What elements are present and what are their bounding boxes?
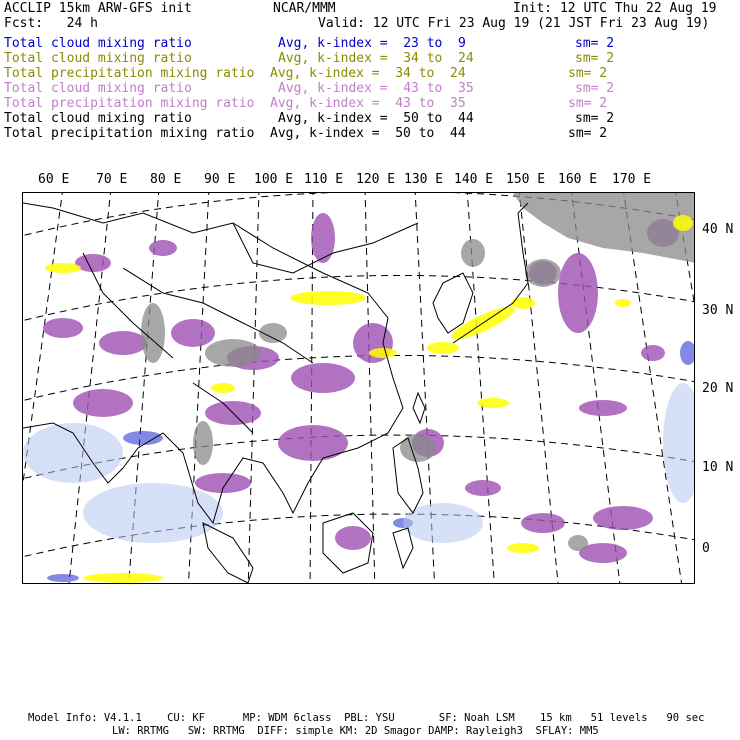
init-time: Init: 12 UTC Thu 22 Aug 19	[513, 1, 717, 16]
legend-sm: sm= 2	[568, 96, 608, 111]
cloud-patch	[511, 297, 535, 309]
cloud-patch	[123, 431, 163, 445]
legend-field: Total cloud mixing ratio	[4, 51, 192, 66]
lon-label: 60 E	[38, 172, 70, 187]
cloud-patch	[593, 506, 653, 530]
legend-sm: sm= 2	[575, 81, 615, 96]
cloud-patch	[507, 543, 539, 553]
legend-avg: Avg, k-index = 34 to 24	[270, 66, 466, 81]
legend-sm: sm= 2	[575, 51, 615, 66]
lon-label: 140 E	[454, 172, 494, 187]
legend-sm: sm= 2	[568, 66, 608, 81]
cloud-patch-northeast	[513, 193, 695, 263]
cloud-patch	[99, 331, 147, 355]
cloud-patch	[369, 348, 397, 358]
cloud-patch	[558, 253, 598, 333]
lat-label: 0	[702, 541, 710, 556]
cloud-patch	[427, 342, 459, 354]
map-panel	[22, 192, 695, 584]
cloud-patch	[47, 574, 79, 582]
cloud-patch	[193, 421, 213, 465]
lon-label: 100 E	[254, 172, 294, 187]
lon-label: 120 E	[356, 172, 396, 187]
legend-field: Total precipitation mixing ratio	[4, 96, 255, 111]
cloud-patch	[680, 341, 695, 365]
valid-time: Valid: 12 UTC Fri 23 Aug 19 (21 JST Fri 23 Aug 19)	[318, 16, 710, 31]
cloud-patch	[75, 254, 111, 272]
cloud-patch	[477, 398, 509, 408]
cloud-patch	[579, 400, 627, 416]
legend-field: Total precipitation mixing ratio	[4, 66, 255, 81]
lon-label: 80 E	[150, 172, 182, 187]
lon-gridline	[365, 193, 375, 584]
lon-gridline	[23, 193, 63, 584]
cloud-patch	[568, 535, 588, 551]
legend-avg: Avg, k-index = 34 to 24	[278, 51, 474, 66]
coastline-sumatra	[203, 523, 253, 583]
legend-field: Total cloud mixing ratio	[4, 81, 192, 96]
legend-avg: Avg, k-index = 50 to 44	[278, 111, 474, 126]
cloud-patch	[521, 513, 565, 533]
legend-field: Total cloud mixing ratio	[4, 36, 192, 51]
model-info-line2: LW: RRTMG SW: RRTMG DIFF: simple KM: 2D Smagor DAMP: Rayleigh3 SFLAY: MM5	[112, 725, 599, 737]
cloud-patch	[641, 345, 665, 361]
lon-label: 130 E	[404, 172, 444, 187]
lon-gridline	[248, 193, 259, 584]
legend-avg: Avg, k-index = 43 to 35	[278, 81, 474, 96]
legend-avg: Avg, k-index = 43 to 35	[270, 96, 466, 111]
cloud-patch	[291, 363, 355, 393]
coastline-sulawesi	[393, 528, 413, 568]
cloud-patch	[335, 526, 371, 550]
cloud-patch	[673, 215, 693, 231]
lat-label: 30 N	[702, 303, 734, 318]
legend-sm: sm= 2	[575, 111, 615, 126]
lon-label: 150 E	[506, 172, 546, 187]
center-label: NCAR/MMM	[273, 1, 336, 16]
cloud-patch	[400, 434, 436, 462]
lon-label: 110 E	[304, 172, 344, 187]
lon-label: 170 E	[612, 172, 652, 187]
cloud-patch	[278, 425, 348, 461]
cloud-patch	[615, 299, 631, 307]
legend-avg: Avg, k-index = 23 to 9	[278, 36, 466, 51]
cloud-patch	[45, 263, 81, 273]
cloud-patch	[311, 213, 335, 263]
cloud-patch	[465, 480, 501, 496]
cloud-patch	[195, 473, 251, 493]
cloud-patch	[461, 239, 485, 267]
model-info-line1: Model Info: V4.1.1 CU: KF MP: WDM 6class PBL: YSU SF: Noah LSM 15 km 51 levels 90 sec	[28, 712, 705, 724]
legend-avg: Avg, k-index = 50 to 44	[270, 126, 466, 141]
lon-label: 90 E	[204, 172, 236, 187]
cloud-patch	[663, 383, 695, 503]
cloud-patch	[205, 339, 261, 367]
forecast-hour: Fcst: 24 h	[4, 16, 98, 31]
cloud-patch	[149, 240, 177, 256]
lon-label: 160 E	[558, 172, 598, 187]
lon-label: 70 E	[96, 172, 128, 187]
cloud-patch	[43, 318, 83, 338]
cloud-patch	[171, 319, 215, 347]
cloud-patch	[83, 483, 223, 543]
lat-label: 10 N	[702, 460, 734, 475]
cloud-patch	[73, 389, 133, 417]
cloud-patch	[83, 573, 163, 583]
cloud-patch	[525, 259, 561, 287]
cloud-patch	[23, 423, 123, 483]
coastline-taiwan	[413, 393, 425, 423]
legend-sm: sm= 2	[575, 36, 615, 51]
legend-field: Total precipitation mixing ratio	[4, 126, 255, 141]
lat-label: 20 N	[702, 381, 734, 396]
map-svg	[23, 193, 695, 584]
lat-gridline-10n	[23, 435, 695, 481]
lat-label: 40 N	[702, 222, 734, 237]
legend-sm: sm= 2	[568, 126, 608, 141]
cloud-patches-gray	[141, 193, 695, 551]
legend-field: Total cloud mixing ratio	[4, 111, 192, 126]
cloud-patch	[211, 383, 235, 393]
cloud-patch	[290, 291, 366, 305]
plot-title: ACCLIP 15km ARW-GFS init	[4, 1, 192, 16]
